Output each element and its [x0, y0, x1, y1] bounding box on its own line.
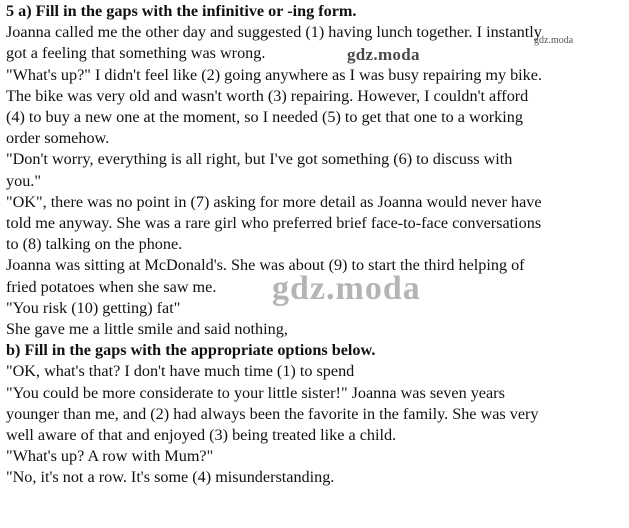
section-a-line-14: "You risk (10) getting) fat" [6, 298, 181, 317]
section-a-line-4: The bike was very old and wasn't worth (3) repairing. However, I couldn't afford [6, 86, 529, 105]
section-a-line-10: told me anyway. She was a rare girl who preferred brief face-to-face conversations [6, 214, 542, 233]
watermark-center: gdz.moda [272, 270, 421, 307]
section-b-line-6: "No, it's not a row. It's some (4) misunderstanding. [6, 468, 335, 487]
section-b-line-4: well aware of that and enjoyed (3) being treated like a child. [6, 426, 397, 445]
section-a-line-5: (4) to buy a new one at the moment, so I needed (5) to get that one to a working [6, 108, 523, 127]
section-b-line-2: "You could be more considerate to your little sister!" Joanna was seven years [6, 383, 505, 402]
section-a-heading: 5 a) Fill in the gaps with the infinitive or -ing form. [6, 2, 357, 20]
section-a-line-2: got a feeling that something was wrong. [6, 44, 266, 63]
exercise-page [6, 1, 626, 489]
section-a-line-7: "Don't worry, everything is all right, but I've got something (6) to discuss with [6, 150, 513, 169]
section-b-line-5: "What's up? A row with Mum?" [6, 447, 214, 466]
section-b-heading: b) Fill in the gaps with the appropriate options below. [6, 341, 376, 360]
section-a-line-9: "OK", there was no point in (7) asking for more detail as Joanna would never have [6, 192, 542, 211]
section-a-line-12: Joanna was sitting at McDonald's. She was about (9) to start the third helping of [6, 256, 525, 275]
section-a-line-3: "What's up?" I didn't feel like (2) going anywhere as I was busy repairing my bike. [6, 65, 542, 84]
section-b-line-1: "OK, what's that? I don't have much time (1) to spend [6, 362, 355, 381]
section-b-line-3: younger than me, and (2) had always been the favorite in the family. She was very [6, 404, 539, 423]
section-a-line-1: Joanna called me the other day and suggested (1) having lunch together. I instantly [6, 23, 542, 42]
watermark-corner: gdz.moda [534, 35, 574, 46]
section-a-line-15: She gave me a little smile and said nothing, [6, 320, 288, 339]
section-a-line-8: you." [6, 171, 41, 190]
section-a-line-13: fried potatoes when she saw me. [6, 277, 217, 296]
section-a-line-11: to (8) talking on the phone. [6, 235, 183, 254]
section-a-line-6: order somehow. [6, 129, 110, 148]
watermark-top: gdz.moda [347, 45, 420, 64]
